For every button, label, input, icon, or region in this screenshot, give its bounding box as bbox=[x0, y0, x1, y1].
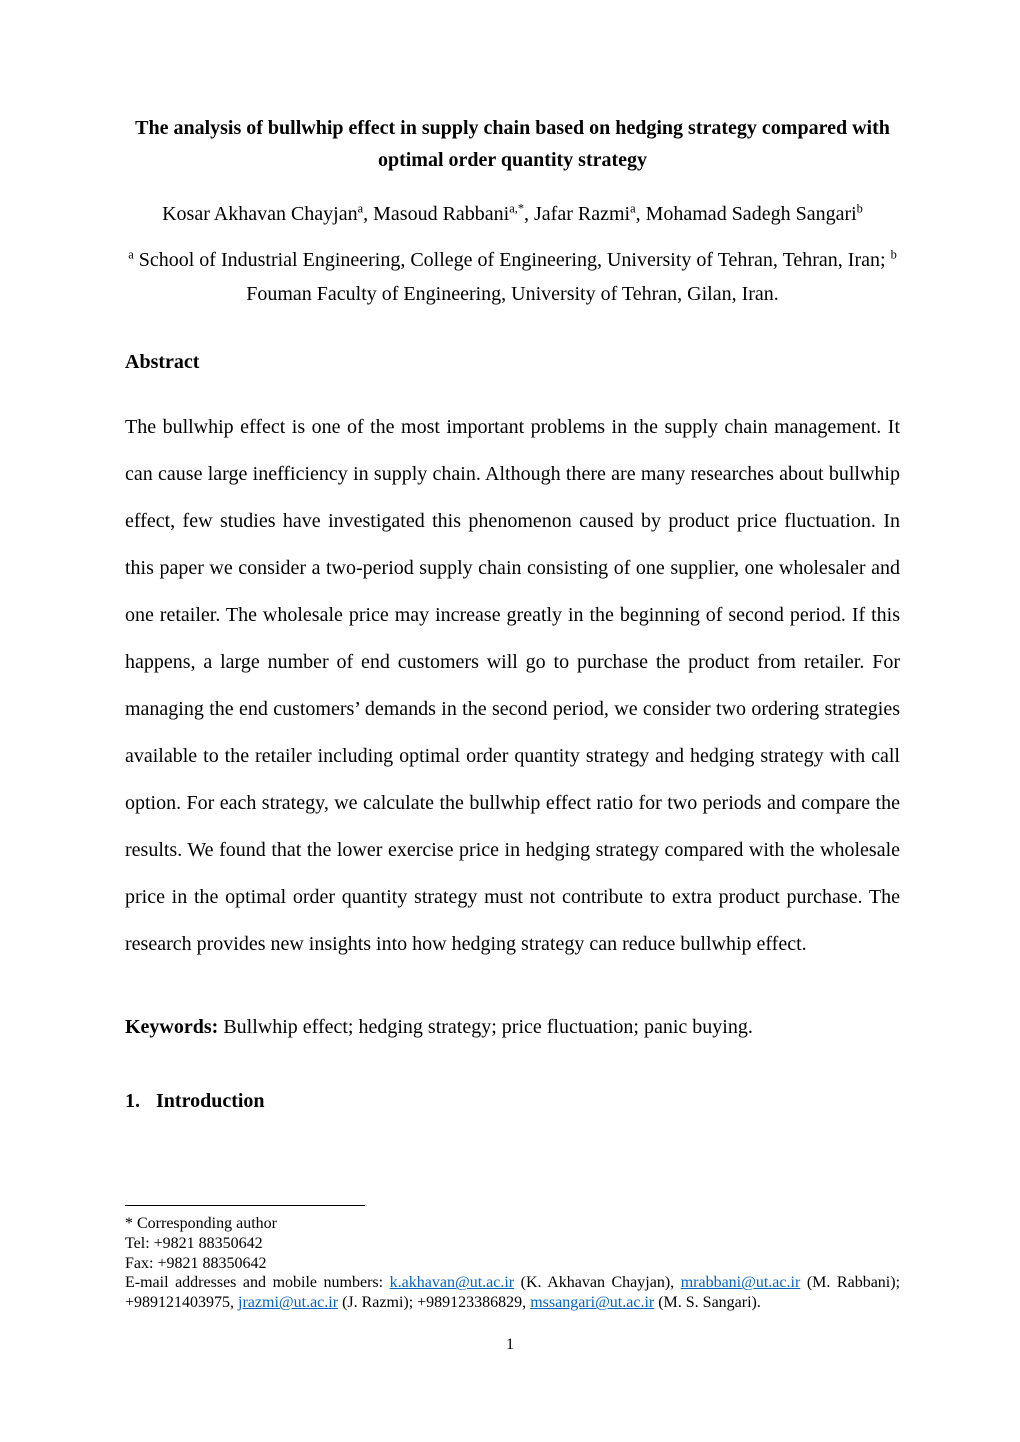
keywords-text: Bullwhip effect; hedging strategy; price fluctuation; panic buying. bbox=[218, 1015, 753, 1038]
authors-line bbox=[125, 199, 900, 229]
abstract-heading: Abstract bbox=[125, 350, 200, 373]
footnote-email-line bbox=[125, 1273, 900, 1313]
author-name: , Masoud Rabbani bbox=[363, 202, 510, 225]
author-affiliation-marker: a,* bbox=[509, 201, 525, 216]
author-affiliation-marker: b bbox=[856, 201, 863, 216]
footnote-text: (M. Rabbani); +989121403975, bbox=[125, 1274, 901, 1312]
footnote-text: E-mail addresses and mobile numbers: bbox=[125, 1274, 390, 1292]
footnote-text: (M. S. Sangari). bbox=[654, 1294, 761, 1312]
email-link-kakhavan[interactable]: k.akhavan@ut.ac.ir bbox=[389, 1274, 515, 1292]
footnote-fax: Fax: +9821 88350642 bbox=[125, 1254, 267, 1272]
email-link-mrabbani[interactable]: mrabbani@ut.ac.ir bbox=[680, 1274, 801, 1292]
affiliation-marker: a bbox=[128, 247, 134, 262]
keywords-label: Keywords: bbox=[125, 1015, 219, 1038]
footnote-corresponding-author: * Corresponding author bbox=[125, 1215, 277, 1232]
paper-content bbox=[125, 0, 900, 1113]
footnote-text: (K. Akhavan Chayjan), bbox=[514, 1274, 681, 1292]
paper-title: The analysis of bullwhip effect in supply chain based on hedging strategy compared with optimal order quantity strategy bbox=[135, 117, 890, 172]
affiliation-line bbox=[125, 243, 900, 311]
section-title: Introduction bbox=[156, 1089, 265, 1112]
section-heading-introduction bbox=[125, 1090, 900, 1113]
keywords-line bbox=[125, 1012, 900, 1042]
email-link-mssangari[interactable]: mssangari@ut.ac.ir bbox=[530, 1294, 655, 1312]
email-link-jrazmi[interactable]: jrazmi@ut.ac.ir bbox=[238, 1294, 339, 1312]
footnote-tel: Tel: +9821 88350642 bbox=[125, 1234, 263, 1252]
footnote-block bbox=[125, 1205, 900, 1313]
author-name: , Mohamad Sadegh Sangari bbox=[635, 202, 857, 225]
abstract-body: The bullwhip effect is one of the most important problems in the supply chain management. It can cause large inefficiency in supply chain. Although there are many researches about bullwhip effect, few studies have investigated this phenomenon caused by product price fluctuation. In this paper we consider a two-period supply chain consisting of one supplier, one wholesaler and one retailer. The wholesale price may increase greatly in the beginning of second period. If this happens, a large number of end customers will go to purchase the product from retailer. For managing the end customers’ demands in the second period, we consider two ordering strategies available to the retailer including optimal order quantity strategy and hedging strategy with call option. For each strategy, we calculate the bullwhip effect ratio for two periods and compare the results. We found that the lower exercise price in hedging strategy compared with the wholesale price in the optimal order quantity strategy must not contribute to extra product purchase. The research provides new insights into how hedging strategy can reduce bullwhip effect. bbox=[125, 415, 900, 955]
affiliation-text: Fouman Faculty of Engineering, University of Tehran, Gilan, Iran. bbox=[246, 282, 779, 305]
author-affiliation-marker: a bbox=[630, 201, 636, 216]
affiliation-marker: b bbox=[890, 247, 897, 262]
author-name: , Jafar Razmi bbox=[524, 202, 631, 225]
author-affiliation-marker: a bbox=[357, 201, 364, 216]
author-name: Kosar Akhavan Chayjan bbox=[162, 202, 358, 225]
affiliation-text: School of Industrial Engineering, College of Engineering, University of Tehran, Tehran, Iran; bbox=[133, 248, 891, 271]
footnote-separator bbox=[125, 1205, 365, 1206]
section-number: 1. bbox=[125, 1089, 140, 1112]
page-number: 1 bbox=[506, 1336, 514, 1353]
footnote-text: (J. Razmi); +989123386829, bbox=[338, 1294, 531, 1312]
